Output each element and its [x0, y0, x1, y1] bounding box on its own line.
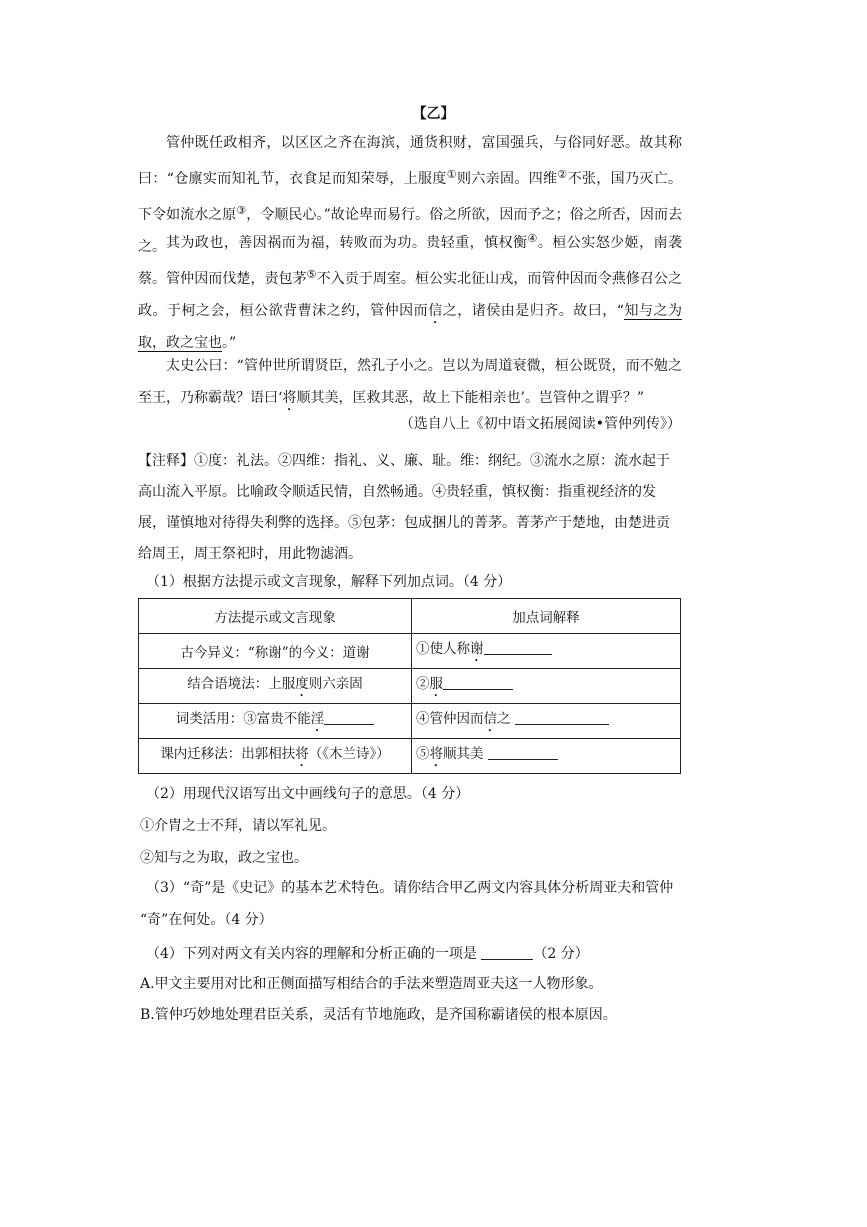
answer-cell — [412, 704, 681, 739]
text: 不入贡于周室。桓公实北征山戎，而管仲因而令燕修召公之政。于柯之会，桓公欲背曹沫之约，管仲因而 — [138, 271, 682, 319]
text: 。桓公实怒少姬，南袭蔡。管仲因而伐楚，责包茅 — [138, 235, 683, 287]
dotted-word: 信 — [483, 711, 497, 727]
dotted-word: 度 — [295, 676, 309, 692]
dotted-word: 将 — [282, 390, 297, 406]
method-cell — [139, 669, 412, 704]
text: 不张，国乃灭亡。下令如流水之原 — [138, 171, 683, 223]
note-marker-1: ① — [446, 168, 457, 181]
answer-cell — [412, 739, 681, 774]
text: 课内迁移法：出郭相扶 — [160, 746, 296, 762]
text: ④管仲因而 — [416, 711, 484, 727]
method-cell — [139, 704, 412, 739]
text: 其为政也，善因祸而为福，转败而为功。贵轻重，慎权衡 — [166, 235, 528, 251]
table-header-cell: 方法提示或文言现象 — [139, 599, 412, 634]
table-row — [139, 739, 681, 774]
note-marker-4: ④ — [527, 232, 538, 245]
text: ①使人称 — [416, 641, 470, 657]
table-row — [139, 704, 681, 739]
text: （4）下列对两文有关内容的理解和分析正确的一项是 — [146, 946, 477, 962]
text: 之，诸侯由是归齐。故曰，“ — [442, 303, 624, 319]
passage-source: （选自八上《初中语文拓展阅读•管仲列传》） — [399, 416, 681, 432]
dotted-word: 淫 — [310, 711, 325, 727]
text: ② — [416, 676, 430, 692]
note-marker-3: ③ — [236, 204, 247, 217]
dotted-word: 将 — [295, 746, 309, 762]
text: 之 — [497, 711, 511, 727]
text: 则六亲固 — [308, 676, 363, 692]
text: ⑤ — [416, 746, 430, 762]
text: 。” — [222, 335, 237, 351]
text: 管仲既任政相齐，以区区之齐在海滨，通货积财，富国强兵，与俗同好恶。故其称曰：“仓廪实而知礼节，衣食足而知荣辱，上服度 — [138, 135, 682, 187]
answer-cell — [412, 669, 681, 704]
text: 顺其美，匡救其恶，故上下能相亲也’。岂管仲之谓乎？” — [296, 390, 645, 406]
dotted-word: 信 — [428, 303, 443, 319]
method-cell — [139, 739, 412, 774]
text: 结合语境法：上服 — [187, 676, 296, 692]
table-row — [139, 634, 681, 669]
question-3: （3）“奇”是《史记》的基本艺术特色。请你结合甲乙两文内容具体分析周亚夫和管仲 — [146, 880, 674, 896]
text: 顺其美 — [443, 746, 484, 762]
text: （2 分） — [533, 946, 589, 962]
passage-paragraph-2 — [138, 223, 682, 359]
annotations — [138, 446, 683, 570]
underlined-sentence: 知与之为取，政之宝也 — [138, 303, 683, 351]
dotted-word: 谢 — [470, 641, 484, 657]
question-3-continued: “奇”在何处。（4 分） — [140, 912, 273, 928]
question-2-item-1: ①介胄之士不拜，请以军礼见。 — [140, 818, 336, 834]
text: 则六亲固。四维 — [456, 171, 558, 187]
answer-blank[interactable] — [515, 710, 609, 725]
answer-blank[interactable] — [324, 710, 374, 725]
answer-blank[interactable] — [484, 640, 552, 655]
table-row — [139, 669, 681, 704]
text: （《木兰诗》） — [308, 746, 390, 762]
section-heading: 【乙】 — [412, 106, 455, 122]
text: 词类活用：③富贵不能 — [175, 711, 311, 727]
notes-text: ①度：礼法。②四维：指礼、义、廉、耻。维：纲纪。③流水之原：流水起于高山流入平原。比喻政令顺适民情，自然畅通。④贵轻重，慎权衡：指重视经济的发展，谨慎地对待得失利弊的选择。⑤包茅：包成捆儿的菁茅。菁茅产于楚地，由楚进贡给周王，周王祭祀时，用此物滤酒。 — [138, 453, 670, 562]
note-marker-2: ② — [557, 168, 568, 181]
question-2: （2）用现代汉语写出文中画线句子的意思。（4 分） — [146, 786, 470, 802]
answer-blank[interactable] — [443, 675, 513, 690]
table-header-row — [139, 599, 681, 634]
answer-blank[interactable] — [488, 745, 558, 760]
dotted-word: 服 — [429, 676, 443, 692]
method-cell — [139, 634, 412, 669]
dotted-word: 将 — [429, 746, 443, 762]
answer-cell — [412, 634, 681, 669]
text: 古今异义：“称谢”的今义：道谢 — [180, 645, 370, 661]
text: ，令顺民心。”故论卑而易行。俗之所欲，因而予之；俗之所否，因而去之。 — [138, 207, 683, 255]
question-4 — [146, 945, 589, 961]
answer-table — [138, 598, 681, 774]
question-2-item-2: ②知与之为取，政之宝也。 — [140, 850, 308, 866]
text: 太史公曰：“管仲世所谓贤臣，然孔子小之。岂以为周道衰微，桓公既贤，而不勉之至王，乃称霸哉？语曰‘ — [138, 358, 682, 406]
answer-blank[interactable] — [481, 945, 533, 960]
table-header-cell: 加点词解释 — [412, 599, 681, 634]
note-marker-5: ⑤ — [306, 268, 317, 281]
notes-label: 【注释】 — [138, 453, 194, 469]
question-1: （1）根据方法提示或文言现象，解释下列加点词。（4 分） — [146, 574, 512, 590]
option-b: B.管仲巧妙地处理君臣关系，灵活有节地施政，是齐国称霸诸侯的根本原因。 — [140, 1007, 617, 1023]
option-a: A.甲文主要用对比和正侧面描写相结合的手法来塑造周亚夫这一人物形象。 — [140, 976, 603, 992]
passage-paragraph-3 — [138, 350, 682, 414]
